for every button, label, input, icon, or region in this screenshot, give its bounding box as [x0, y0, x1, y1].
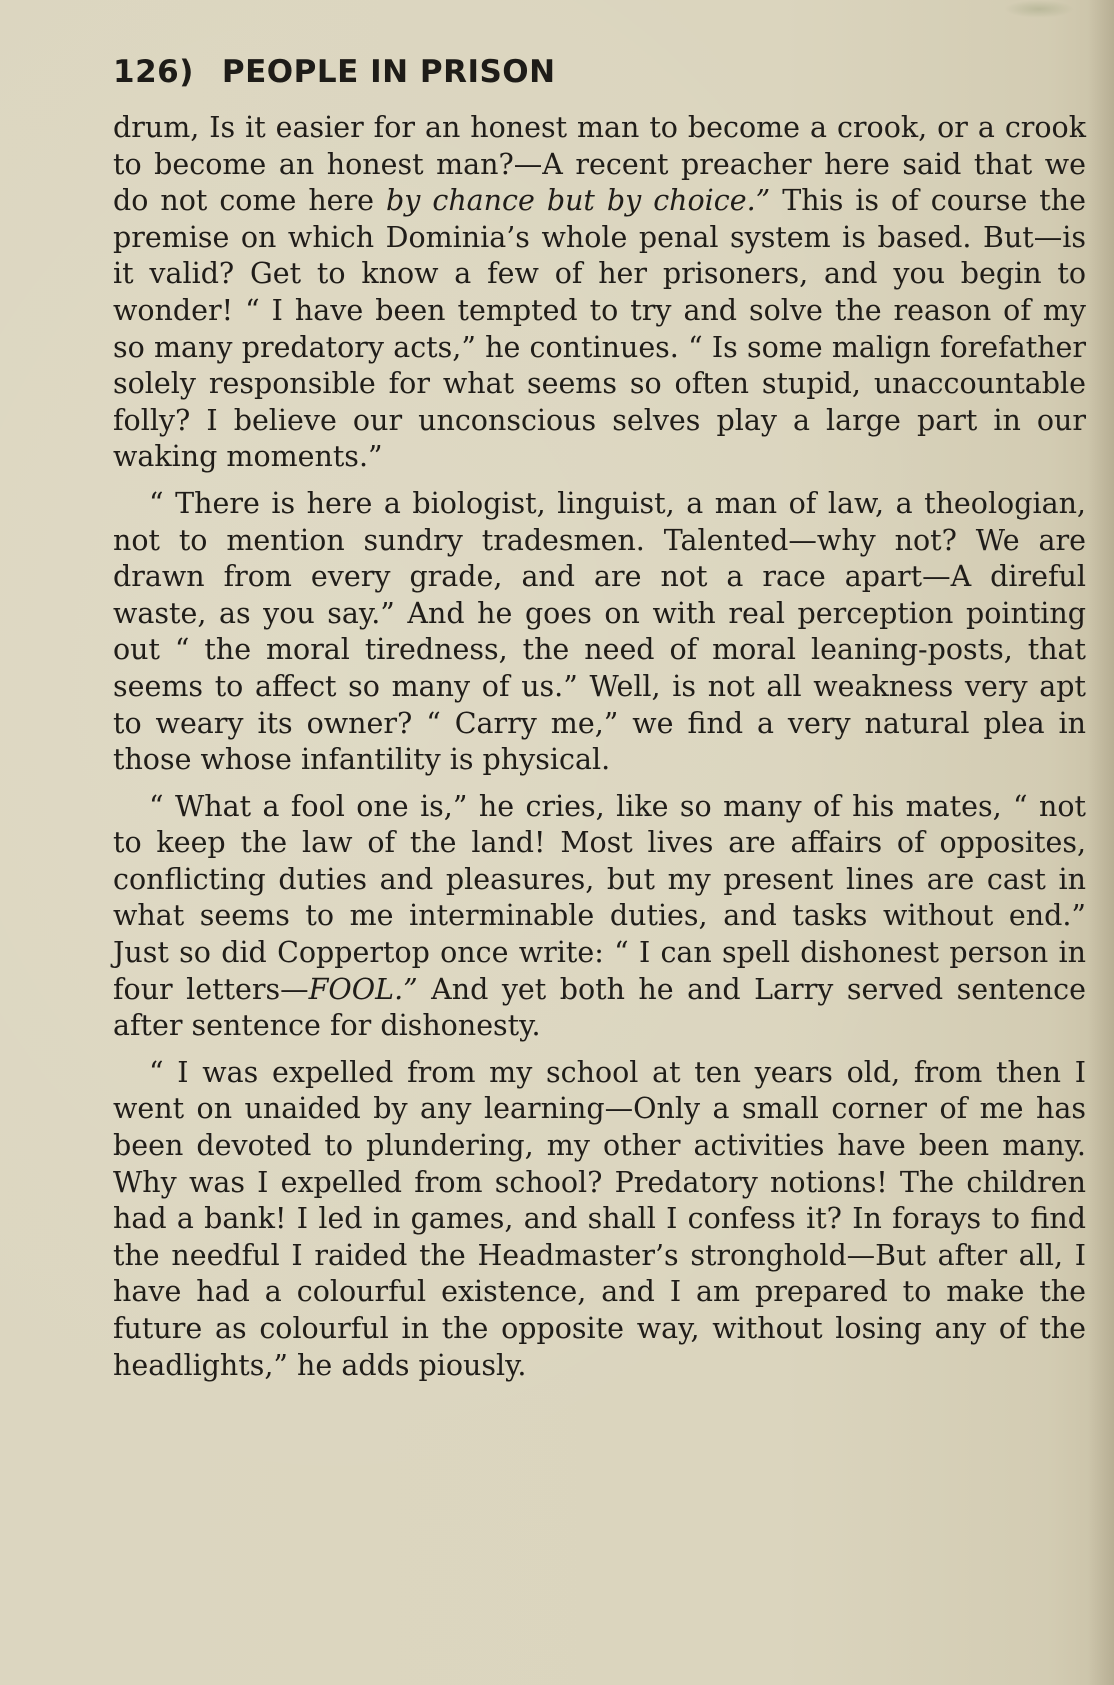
- text-run: “ What a fool one is,” he cries, like so many of his mates, “ not to keep the law of the land! Most lives are affairs of opposites, conflicting duties and pleasures, but my present lines are cast in what seems to me interminable duties, and tasks without end.” Just so did Coppertop once write: “ I can spell dishonest person in four letters—: [113, 789, 1086, 1006]
- page-number: 126): [113, 54, 194, 90]
- text-run: This is of course the premise on which Dominia’s whole penal system is based. But—is it valid? Get to know a few of her prisoners, and you begin to wonder! “ I have been tempted to try and solve the reason of my so many predatory acts,” he continues. “ Is some malign forefather solely responsible for what seems so often stupid, unaccountable folly? I believe our unconscious selves play a large part in our waking moments.”: [113, 184, 1086, 474]
- text-run: “ There is here a biologist, linguist, a man of law, a theologian, not to mention sundry tradesmen. Talented—why not? We are drawn from every grade, and are not a race apart—A direful waste, as you say.” And he goes on with real perception pointing out “ the moral tiredness, the need of moral leaning-posts, that seems to affect so many of us.” Well, is not all weakness very apt to weary its owner? “ Carry me,” we find a very natural plea in those whose infantility is physical.: [113, 486, 1086, 777]
- running-header: [113, 54, 556, 90]
- text-run: And yet both he and Larry served sentence after sentence for dishonesty.: [113, 972, 1086, 1043]
- paragraph: [113, 789, 1086, 1045]
- text-run: drum, Is it easier for an honest man to become a crook, or a crook to become an honest man?—A recent preacher here said that we do not come here: [113, 111, 1086, 218]
- italic-text-run: by chance but by choice.”: [386, 184, 771, 218]
- paragraph: [113, 1055, 1086, 1384]
- page-corner-stain: [1004, 0, 1074, 18]
- italic-text-run: FOOL.”: [308, 972, 418, 1006]
- page-edge-shadow: [1088, 0, 1114, 1685]
- paragraph: [113, 486, 1086, 779]
- body-text: [113, 110, 1086, 1394]
- running-title: PEOPLE IN PRISON: [221, 54, 556, 90]
- paragraph: [113, 110, 1086, 476]
- text-run: “ I was expelled from my school at ten years old, from then I went on unaided by any learning—Only a small corner of me has been devoted to plundering, my other activities have been many. Why was I expelled from school? Predatory notions! The children had a bank! I led in games, and shall I confess it? In forays to find the needful I raided the Headmaster’s stronghold—But after all, I have had a colourful existence, and I am prepared to make the future as colourful in the opposite way, without losing any of the headlights,” he adds piously.: [113, 1055, 1086, 1382]
